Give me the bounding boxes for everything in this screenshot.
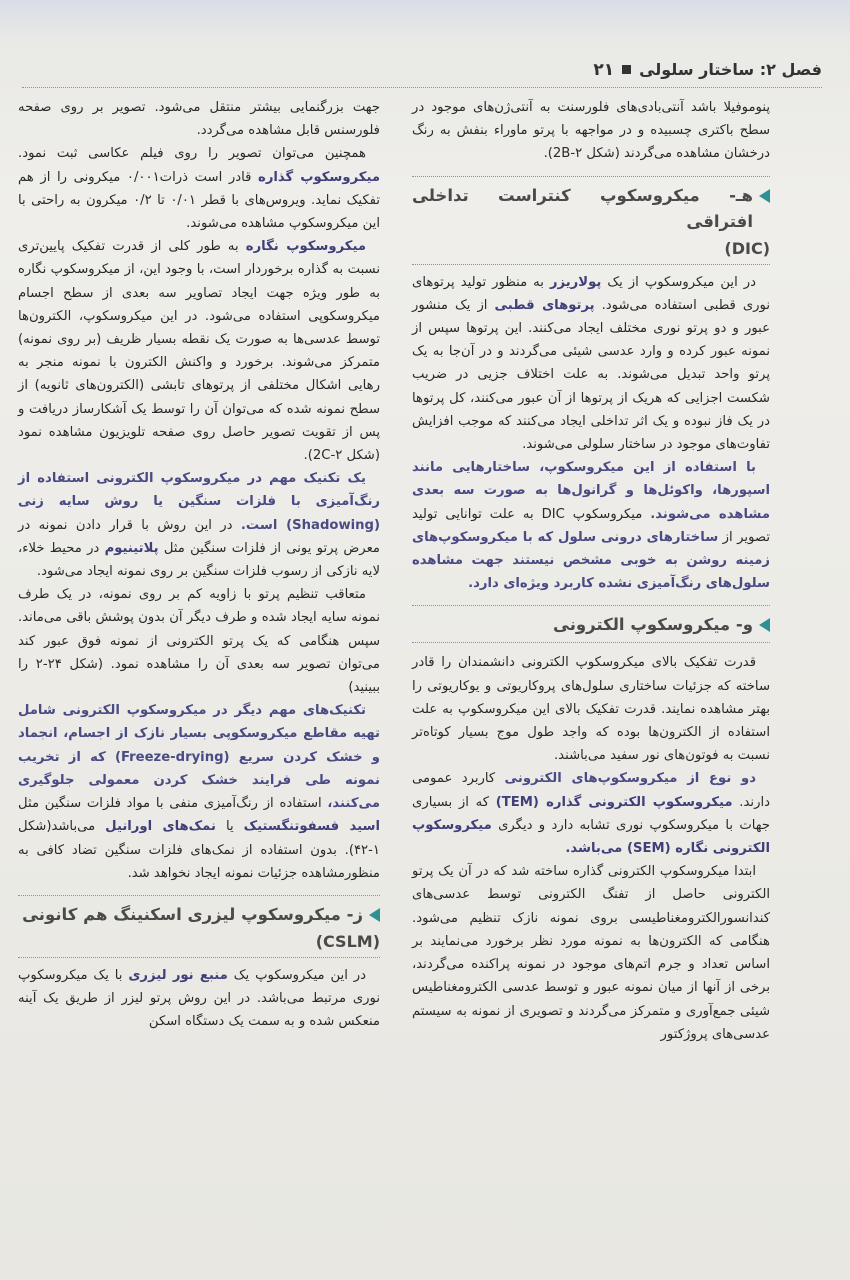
highlighted-text: یک تکنیک مهم در میکروسکوپ الکترونی استفاده از رنگ‌آمیزی با فلزات سنگین یا روش سایه زنی (Shadowing) است.	[18, 471, 381, 533]
paragraph: تکنیک‌های مهم دیگر در میکروسکوپ الکترونی شامل تهیه مقاطع میکروسکوپی بسیار نازک از اجسام، انجماد و خشک کردن سریع (Freeze-drying) که از تخریب نمونه طی فرایند خشک کردن معمولی جلوگیری می‌کنند، استفاده از رنگ‌آمیزی منفی با مواد فلزات سنگین مثل اسید فسفوتنگستیک یا نمک‌های اورانیل می‌باشد(شکل ۱-۴۲). بدون استفاده از نمک‌های فلزات سنگین تضاد کافی به منظورمشاهده جزئیات نمونه ایجاد نخواهد شد.	[18, 703, 381, 881]
key-term: میکروسکوپ گذاره	[258, 169, 380, 185]
key-term: پلاتینیوم	[104, 540, 159, 556]
section-title-text: هـ- میکروسکوپ کنتراست تداخلی افتراقی	[412, 185, 753, 231]
paragraph: در این میکروسکوپ از یک پولاریزر به منظور تولید پرتوهای نوری قطبی استفاده می‌شود. پرتوهای قطبی از یک منشور عبور و دو پرتو نوری مختلف ایجاد می‌کنند. این پرتوها سپس از نمونه عبور کرده و وارد عدسی شیئی می‌گردند و در آن‌جا به یک پرتو واحد تبدیل می‌شوند. به علت اختلاف جزیی در ضریب شکست اجزایی که هریک از پرتوها از آن عبور می‌کنند، کل پرتوها در یک فاز نبوده و یک اثر تداخلی ایجاد می‌کنند که موجب افزایش تفاوت‌های موجود در ساختار سلولی می‌شوند.	[412, 274, 770, 453]
paragraph: پنوموفیلا باشد آنتی‌بادی‌های فلورسنت به آنتی‌ژن‌های موجود در سطح باکتری چسبیده و در مواجهه با پرتو ماوراء بنفش به رنگ درخشان مشاهده می‌گردند (شکل 2B-۲).	[412, 100, 770, 162]
left-column	[18, 96, 380, 1034]
highlighted-text: تکنیک‌های مهم دیگر در میکروسکوپ الکترونی شامل تهیه مقاطع میکروسکوپی بسیار نازک از اجسام، انجماد و خشک کردن سریع (Freeze-drying) که از تخریب نمونه طی فرایند خشک کردن معمولی جلوگیری می‌کنند،	[18, 703, 381, 812]
section-heading-cslm	[18, 895, 380, 956]
key-term: نمک‌های اورانیل	[105, 819, 216, 835]
paragraph: در این میکروسکوپ یک منبع نور لیزری با یک میکروسکوپ نوری مرتبط می‌باشد. در این روش پرتو لیزر از طریق یک آینه منعکس شده و به سمت یک دستگاه اسکن	[18, 967, 380, 1030]
separator-square-icon	[622, 65, 631, 74]
paragraph: با استفاده از این میکروسکوپ، ساختارهایی مانند اسپورها، واکوئل‌ها و گرانول‌ها به صورت سه بعدی مشاهده می‌شوند. میکروسکوپ DIC به علت توانایی تولید تصویر از ساختارهای درونی سلول که با میکروسکوپ‌های زمینه روشن به خوبی مشخص نیستند جهت مشاهده سلول‌های رنگ‌آمیزی نشده کاربرد ویژه‌ای دارد.	[412, 460, 770, 592]
key-term: اسید فسفوتنگستیک	[243, 819, 380, 835]
paragraph: قدرت تفکیک بالای میکروسکوپ الکترونی دانشمندان را قادر ساخته که جزئیات ساختاری سلول‌های پروکاریوتی و یوکاریوتی را بهتر مشاهده نمایند. قدرت تفکیک بالای این میکروسکوپ به علت استفاده از الکترون‌ها بوده که واجد طول موج بسیار کوتاه‌تر نسبت به فوتون‌های نور سفید می‌باشند.	[412, 655, 770, 764]
right-column	[412, 96, 770, 1046]
section-triangle-icon	[759, 189, 770, 203]
highlighted-text: ساختارهای درونی سلول که با میکروسکوپ‌های زمینه روشن به خوبی مشخص نیستند جهت مشاهده سلول‌های رنگ‌آمیزی نشده کاربرد ویژه‌ای دارد.	[412, 529, 770, 592]
section-triangle-icon	[369, 908, 380, 922]
section-abbr: (DIC)	[412, 235, 770, 263]
section-title-text: ز- میکروسکوپ لیزری اسکنینگ هم کانونی	[22, 904, 363, 924]
key-term: منبع نور لیزری	[128, 967, 228, 983]
paragraph: میکروسکوپ نگاره به طور کلی از قدرت تفکیک پایین‌تری نسبت به گذاره برخوردار است، با وجود این، از میکروسکوپ نگاره به طور ویژه جهت ایجاد تصاویر سه بعدی از سطح اجسام میکروسکوپی استفاده می‌شود. در این میکروسکوپ، الکترون‌ها توسط عدسی‌ها به صورت یک نقطه بسیار ظریف (بر روی نمونه) متمرکز می‌شوند. برخورد و واکنش الکترون با نمونه منجر به رهایی اشکال مختلفی از پرتوهای تابشی (الکترون‌های ثانویه) از سطح نمونه شده که می‌توان آن را توسط یک آشکارساز دریافت و پس از تقویت تصویر حاصل روی صفحه تلویزیون مشاهده نمود (شکل 2C-۲).	[18, 239, 380, 464]
key-term: میکروسکوپ نگاره	[245, 239, 366, 255]
running-head	[593, 60, 822, 80]
highlighted-text: دو نوع از میکروسکوپ‌های الکترونی	[504, 771, 756, 787]
highlighted-text: با استفاده از این میکروسکوپ، ساختارهایی مانند اسپورها، واکوئل‌ها و گرانول‌ها به صورت سه بعدی مشاهده می‌شوند.	[412, 460, 770, 522]
page-number: ۲۱	[593, 59, 615, 80]
key-term: میکروسکوپ الکترونی نگاره (SEM) می‌باشد.	[412, 817, 770, 857]
paragraph: دو نوع از میکروسکوپ‌های الکترونی کاربرد عمومی دارند. میکروسکوپ الکترونی گذاره (TEM) که از بسیاری جهات با میکروسکوپ نوری تشابه دارد و دیگری میکروسکوپ الکترونی نگاره (SEM) می‌باشد.	[412, 771, 770, 857]
key-term: پرتوهای قطبی	[494, 297, 595, 313]
section-heading-electron	[412, 605, 770, 643]
key-term: پولاریزر	[549, 274, 602, 290]
section-abbr: (CSLM)	[18, 928, 380, 956]
paragraph: جهت بزرگنمایی بیشتر منتقل می‌شود. تصویر بر روی صفحه فلورسنس قابل مشاهده می‌گردد.	[18, 100, 380, 139]
paragraph: متعاقب تنظیم پرتو با زاویه کم بر روی نمونه، در یک طرف نمونه سایه ایجاد شده و طرف دیگر آن بدون پوشش باقی می‌ماند. سپس هنگامی که یک پرتو الکترونی از نمونه فوق عبور کند می‌توان تصویر سه بعدی آن را مشاهده نمود. (شکل ۲۴-۲ را ببینید)	[18, 587, 380, 696]
key-term: میکروسکوپ الکترونی گذاره (TEM)	[495, 794, 733, 810]
chapter-title: فصل ۲: ساختار سلولی	[639, 60, 822, 79]
section-title-text: و- میکروسکوپ الکترونی	[553, 615, 753, 635]
page-header	[22, 52, 822, 88]
paragraph: ابتدا میکروسکوپ الکترونی گذاره ساخته شد که در آن یک پرتو الکترونی حاصل از تفنگ الکترونی توسط عدسی‌های کندانسورالکترومغناطیسی بروی نمونه نازک تنظیم می‌شود. هنگامی که الکترون‌ها به نمونه مورد نظر برخورد می‌نمایند بر اساس تعداد و جرم اتم‌های موجود در نمونه پراکنده می‌گردند، برخی از آنها از میان نمونه عبور و توسط عدسی الکترومغناطیس شیئی جمع‌آوری و متمرکز می‌گردند و تصویری از نمونه به سیستم عدسی‌های پروژکتور	[412, 864, 770, 1042]
paragraph: یک تکنیک مهم در میکروسکوپ الکترونی استفاده از رنگ‌آمیزی با فلزات سنگین یا روش سایه زنی (Shadowing) است. در این روش با قرار دادن نمونه در معرض پرتو یونی از فلزات سنگین مثل پلاتینیوم در محیط خلاء، لایه نازکی از رسوب فلزات سنگین بر روی نمونه ایجاد می‌شود.	[18, 471, 381, 580]
section-heading-dic	[412, 176, 770, 263]
paragraph: همچنین می‌توان تصویر را روی فیلم عکاسی ثبت نمود. میکروسکوپ گذاره قادر است ذرات۰/۰۰۱ میکرونی را از هم تفکیک نماید. ویروس‌های با قطر ۰/۰۱ تا ۰/۲ میکرون به راحتی با این میکروسکوپ مشاهده می‌شوند.	[18, 146, 380, 232]
section-triangle-icon	[759, 618, 770, 632]
